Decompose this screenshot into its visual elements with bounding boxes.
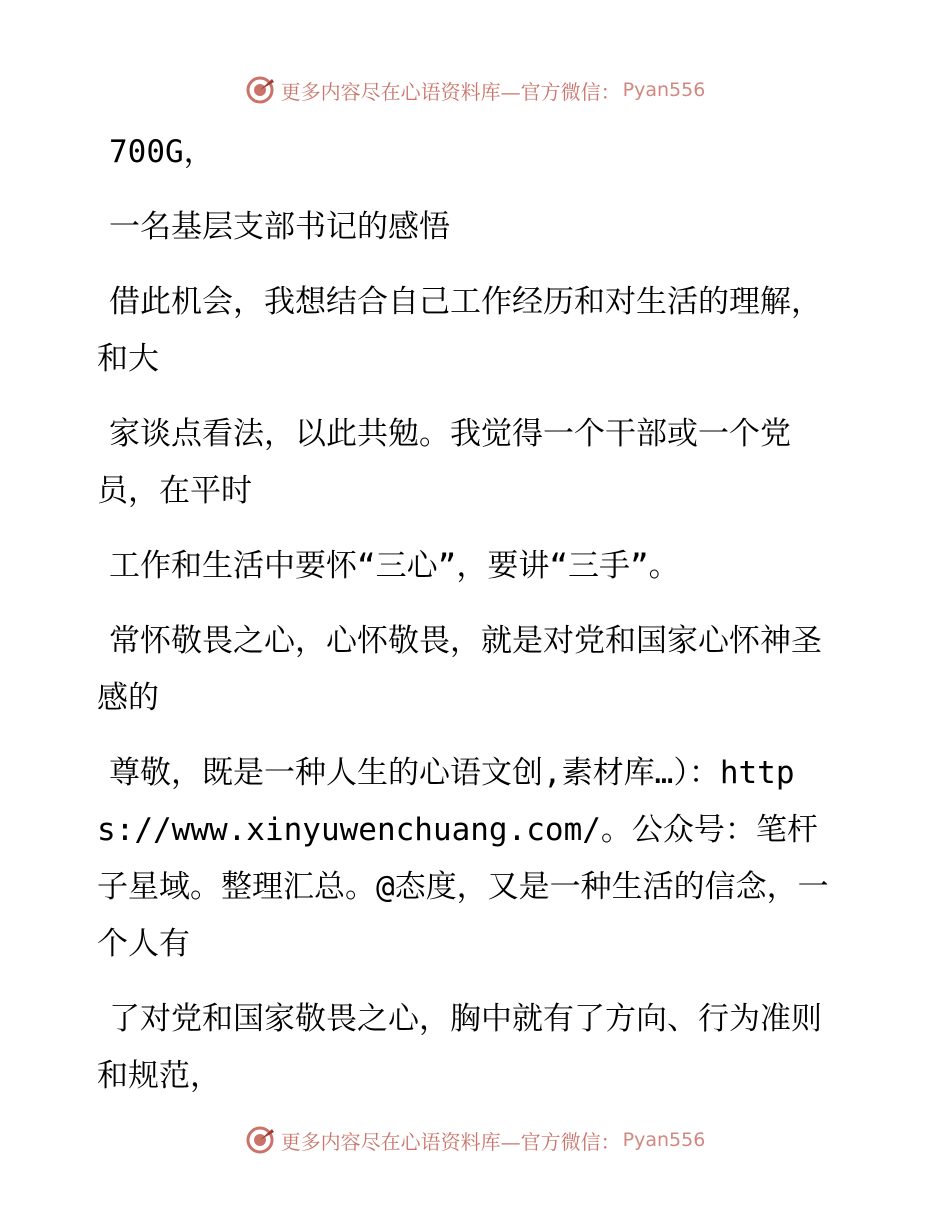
paragraph: 工作和生活中要怀“三心”，要讲“三手”。	[109, 548, 680, 584]
watermark-text: 更多内容尽在心语资料库—官方微信：	[280, 79, 621, 104]
pen-logo-icon	[245, 1125, 275, 1155]
paragraph: 家谈点看法，以此共勉。我觉得一个干部或一个党员，在平时	[97, 416, 791, 509]
watermark-handle: Pyan556	[622, 79, 706, 101]
watermark-text: 更多内容尽在心语资料库—官方微信：	[280, 1129, 621, 1154]
footer-watermark	[0, 1120, 950, 1160]
paragraph: 借此机会，我想结合自己工作经历和对生活的理解，和大	[97, 284, 822, 377]
paragraph: 一名基层支部书记的感悟	[109, 209, 450, 245]
pen-logo-icon	[245, 75, 275, 105]
document-body	[97, 124, 837, 1123]
paragraph: 了对党和国家敬畏之心，胸中就有了方向、行为准则和规范，	[97, 1001, 822, 1094]
header-watermark	[0, 70, 950, 110]
paragraph: 700G，	[109, 134, 215, 170]
paragraph: 尊敬，既是一种人生的心语文创,素材库…）：https://www.xinyuwenchuang.com/。公众号：笔杆子星域。整理汇总。@态度，又是一种生活的信念，一个人有	[97, 755, 829, 962]
paragraph: 常怀敬畏之心，心怀敬畏，就是对党和国家心怀神圣感的	[97, 623, 822, 716]
watermark-handle: Pyan556	[622, 1129, 706, 1151]
